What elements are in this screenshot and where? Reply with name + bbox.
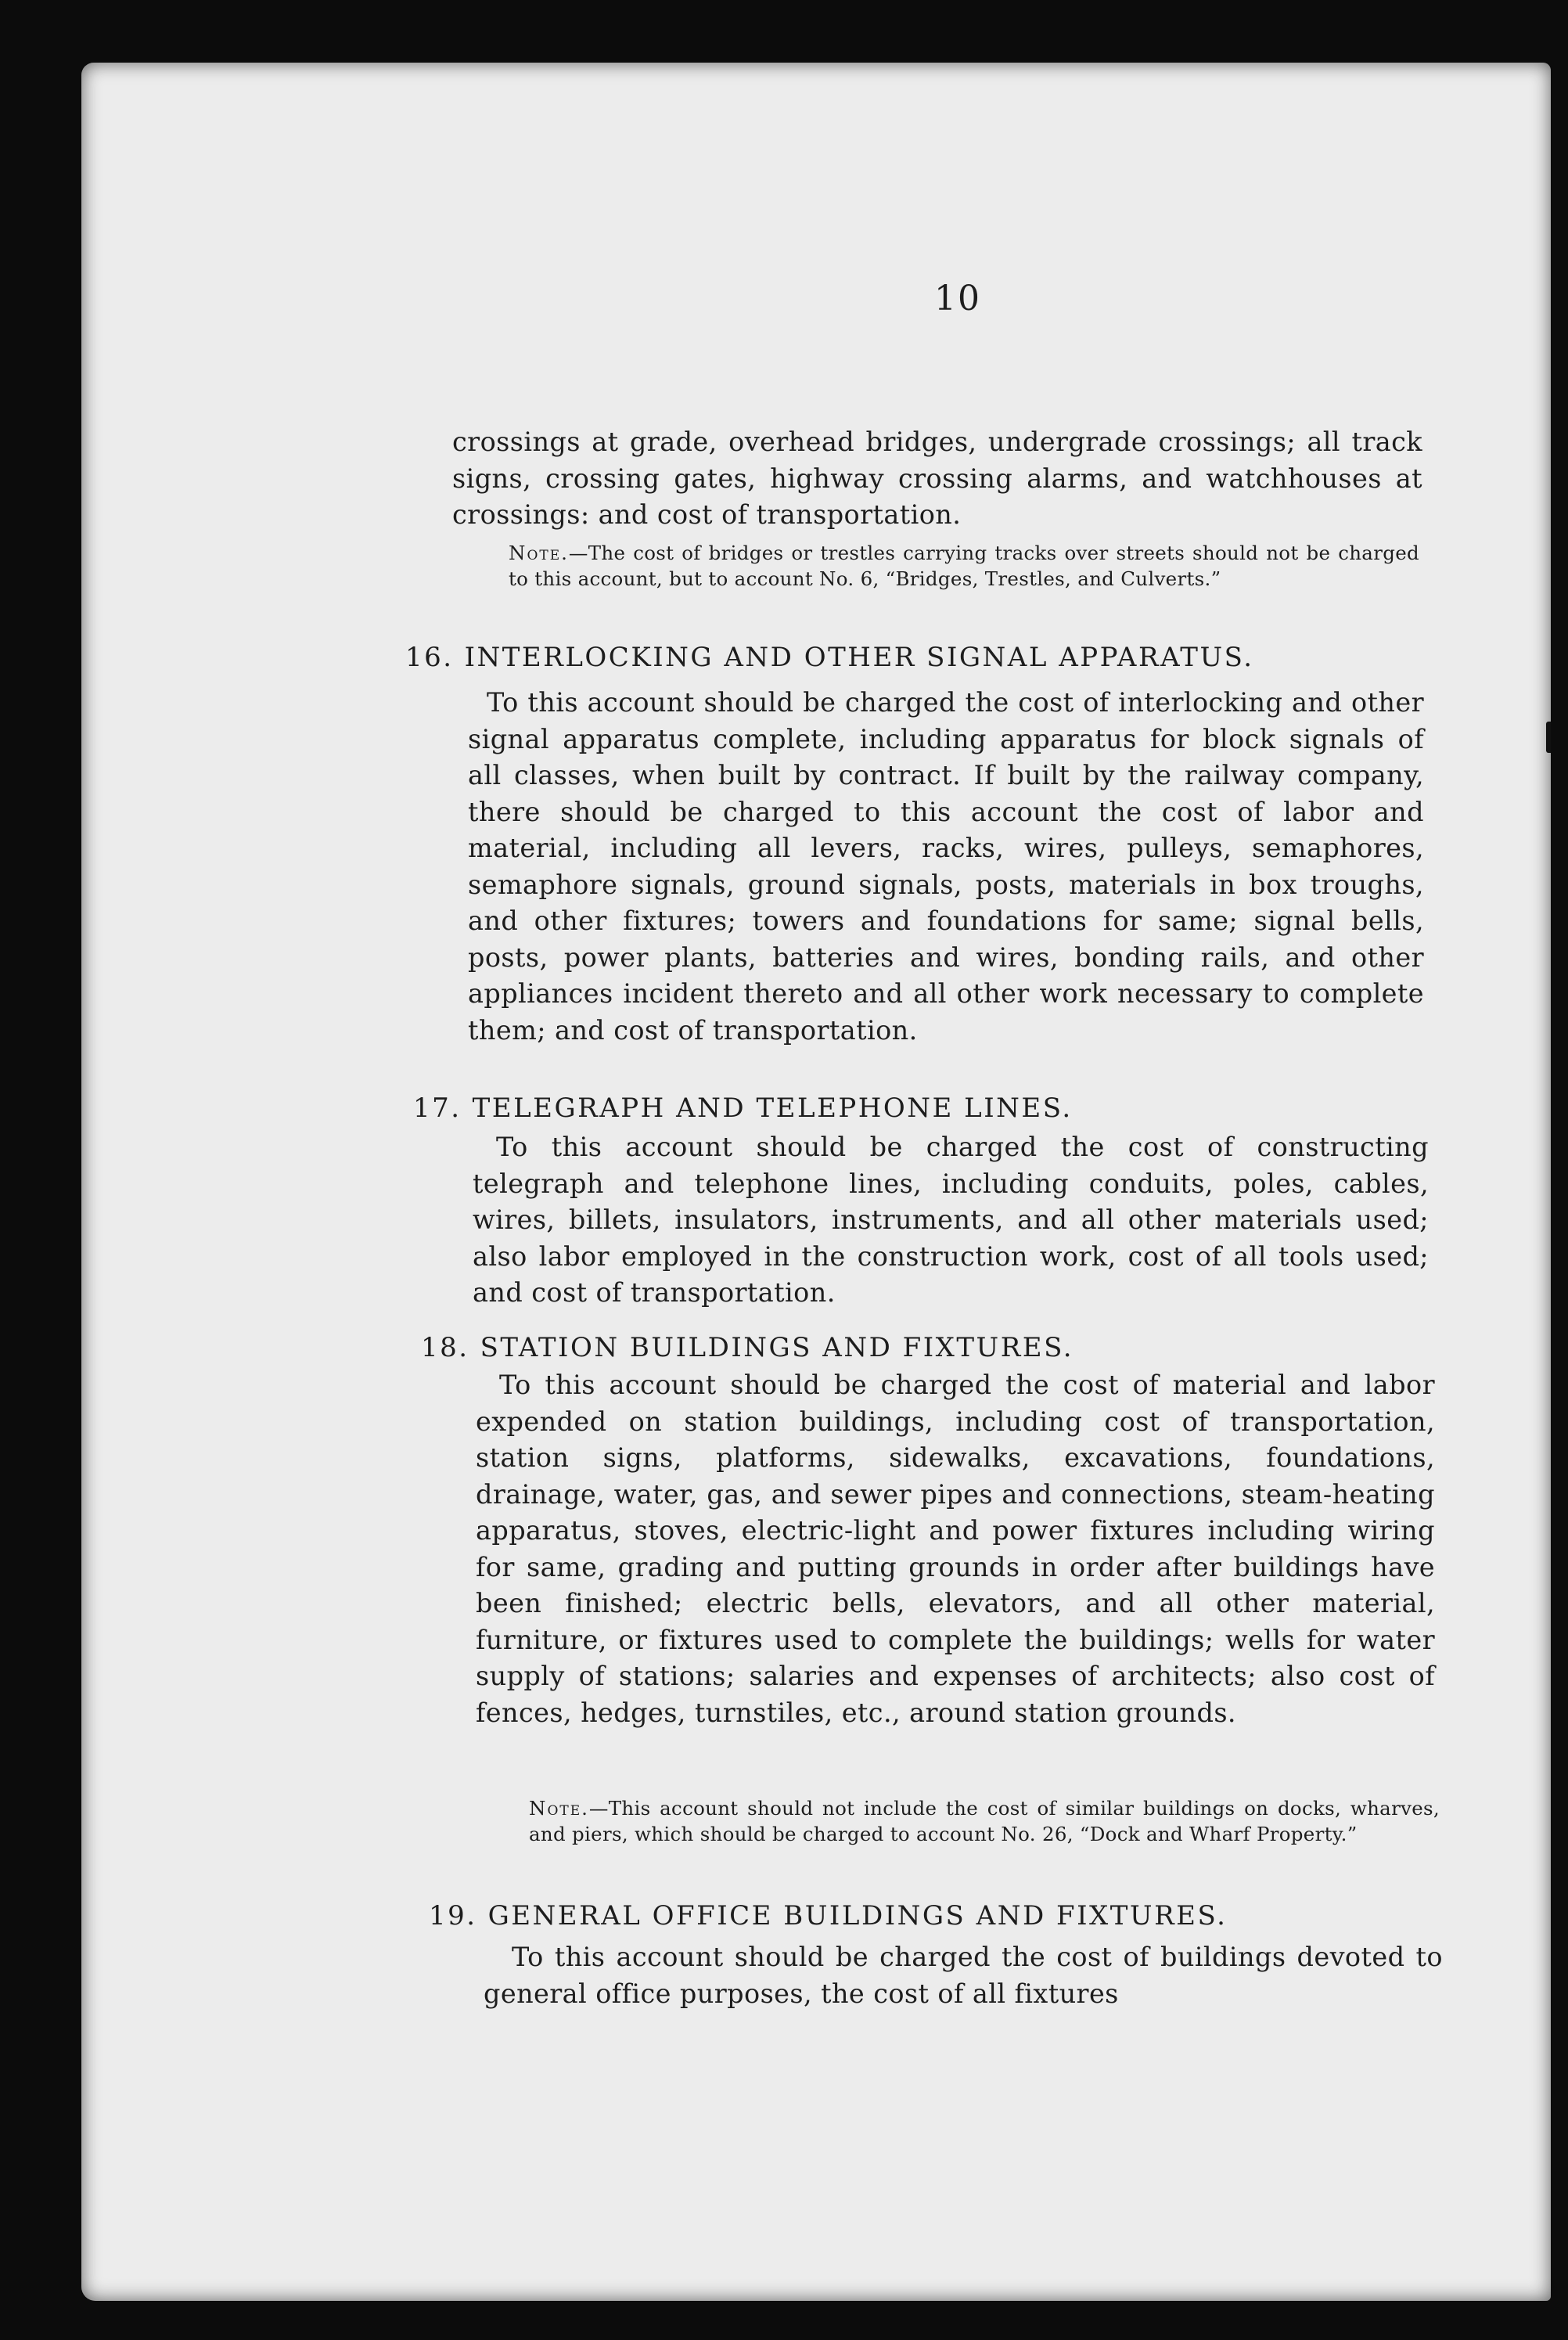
section-number: 16.	[405, 642, 454, 673]
continued-paragraph: crossings at grade, overhead bridges, undergrade crossings; all track signs, crossing gates, highway crossing alarms, and watchhouses at crossings: and cost of transportation.	[452, 427, 1422, 530]
note-text: —This account should not include the cost of similar buildings on docks, wharves, and piers, which should be charged to account No. 26, “Dock and Wharf Property.”	[529, 1797, 1440, 1845]
margin-mark	[1546, 722, 1551, 753]
section-number: 17.	[413, 1093, 462, 1124]
section-title: INTERLOCKING AND OTHER SIGNAL APPARATUS.	[464, 642, 1254, 673]
section-18-body: To this account should be charged the cost of material and labor expended on station buildings, including cost of transportation, station signs, platforms, sidewalks, excavations, foundations, drainage, water, gas, and sewer pipes and connections, steam-heating apparatus, stoves, electric-light and power fixtures including wiring for same, grading and putting grounds in order after buildings have been finished; electric bells, elevators, and all other material, furniture, or fixtures used to complete the buildings; wells for water supply of stations; salaries and expenses of architects; also cost of fences, hedges, turnstiles, etc., around station grounds.	[476, 1370, 1435, 1728]
section-number: 18.	[421, 1332, 469, 1363]
section-title: TELEGRAPH AND TELEPHONE LINES.	[472, 1093, 1073, 1124]
section-16-heading	[405, 642, 1254, 673]
continued-note	[509, 540, 1419, 592]
section-18-note	[529, 1795, 1440, 1847]
section-19-body: To this account should be charged the cost of buildings devoted to general office purposes, the cost of all fixtures	[484, 1942, 1443, 2009]
page-content	[81, 63, 1551, 2301]
page-number: 10	[934, 279, 981, 319]
section-number: 19.	[429, 1900, 477, 1931]
note-text: —The cost of bridges or trestles carrying tracks over streets should not be charged to this account, but to account No. 6, “Bridges, Trestles, and Culverts.”	[509, 542, 1419, 590]
scanned-page	[81, 63, 1551, 2301]
section-16-body: To this account should be charged the cost of interlocking and other signal apparatus complete, including apparatus for block signals of all classes, when built by contract. If built by the railway company, there should be charged to this account the cost of labor and material, including all levers, racks, wires, pulleys, semaphores, semaphore signals, ground signals, posts, materials in box troughs, and other fixtures; towers and foundations for same; signal bells, posts, power plants, batteries and wires, bonding rails, and other appliances incident thereto and all other work necessary to complete them; and cost of transportation.	[468, 687, 1424, 1046]
section-17-heading	[413, 1093, 1073, 1124]
section-17-body: To this account should be charged the cost of constructing telegraph and telephone lines, including conduits, poles, cables, wires, billets, insulators, instruments, and all other materials used; also labor employed in the construction work, cost of all tools used; and cost of transportation.	[473, 1132, 1429, 1308]
section-title: GENERAL OFFICE BUILDINGS AND FIXTURES.	[487, 1900, 1228, 1931]
section-19-heading	[429, 1900, 1227, 1931]
note-lead: Note.	[529, 1797, 589, 1820]
note-lead: Note.	[509, 542, 569, 564]
section-18-heading	[421, 1332, 1074, 1363]
section-title: STATION BUILDINGS AND FIXTURES.	[480, 1332, 1074, 1363]
